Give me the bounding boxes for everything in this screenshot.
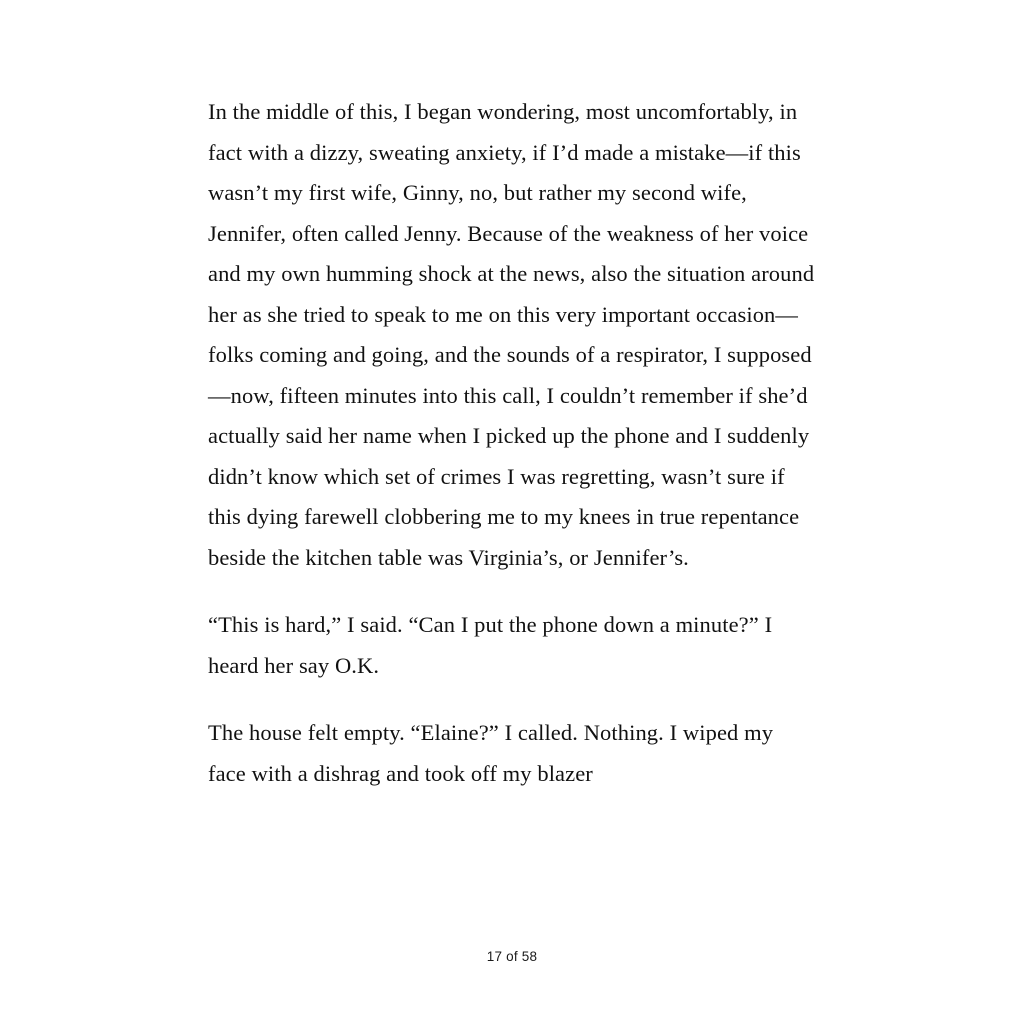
next-page-fragment: [208, 992, 816, 1024]
page-indicator: 17 of 58: [486, 949, 538, 964]
paragraph: “This is hard,” I said. “Can I put the phone down a minute?” I heard her say O.K.: [208, 612, 773, 678]
body-text-column: [208, 92, 816, 794]
page-footer: [0, 948, 1024, 966]
paragraph: In the middle of this, I began wondering, most uncomfortably, in fact with a dizzy, sweating anxiety, if I’d made a mistake—if this wasn’t my first wife, Ginny, no, but rather my second wife, Jennifer, often called Jenny. Because of the weakness of her voice and my own humming shock at the news, also the situation around her as she tried to speak to me on this very important occasion—folks coming and going, and the sounds of a respirator, I supposed—now, fifteen minutes into this call, I couldn’t remember if she’d actually said her name when I picked up the phone and I suddenly didn’t know which set of crimes I was regretting, wasn’t sure if this dying farewell clobbering me to my knees in true repentance beside the kitchen table was Virginia’s, or Jennifer’s.: [208, 99, 815, 570]
paragraph: The house felt empty. “Elaine?” I called. Nothing. I wiped my face with a dishrag and took off my blazer: [208, 720, 774, 786]
